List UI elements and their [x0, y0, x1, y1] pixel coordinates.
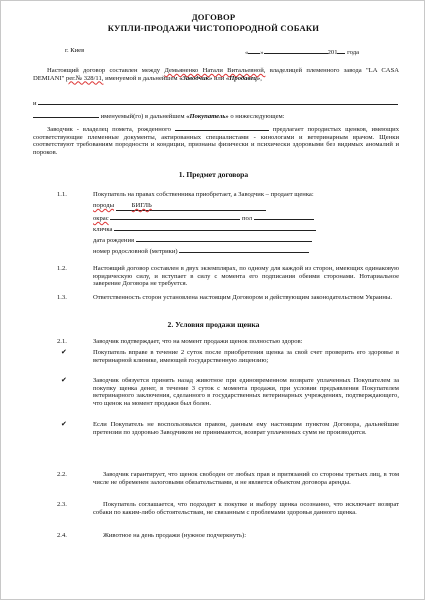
- clause-text: Ответственность сторон установлена настоящим Договором и действующим законодательством Украины.: [93, 294, 392, 301]
- registration-number: рег.№ 328/11,: [65, 74, 104, 82]
- clause-number: 1.2.: [57, 265, 67, 272]
- city: г. Киев: [65, 47, 85, 54]
- breed-value: БИГЛЬ: [131, 202, 152, 209]
- name-field: кличка: [93, 224, 316, 234]
- kennel-name: "LA CASA DEMIANI": [33, 67, 399, 82]
- bullet-text: Заводчик обязуется принять назад животное при единовременном возврате уплаченных Покупателем за покупку щенка денег, в течение 3 суток с момента продажи, при условии предъявления Покупателем ветеринарного заключения, сделанного в государственных ветеринарных учреждениях, подтверждающего, что щенок на момент продажи был болен.: [93, 377, 399, 407]
- birth-date-field: дата рождения: [93, 235, 312, 245]
- buyer-name-line: и: [33, 98, 398, 108]
- date-year-suffix: года: [347, 49, 360, 56]
- clause-number: 2.4.: [57, 532, 67, 539]
- clause-text: Покупатель соглашается, что подходит к покупке и выбору щенка осознанно, что исключает возврат собаки по каким-либо обстоятельствам, не связанным с проблемами здоровья данного щенка.: [93, 501, 399, 516]
- check-mark-icon: ✔: [61, 376, 67, 384]
- color-sex-field: окрас пол: [93, 213, 314, 223]
- bullet-text: Покупатель вправе в течение 2 суток после приобретения щенка за свой счет проверить его здоровье в ветеринарной клинике, имеющей государственную лицензию;: [93, 349, 399, 364]
- buyer-designation-line: именуемый(го) в дальнейшем «Покупатель» о нижеследующем:: [33, 111, 285, 121]
- clause-text: Заводчик гарантирует, что щенок свободен от любых прав и притязаний со стороны третьих лиц, в том числе не обременен залоговыми обязательствами, и не является объектом договора аренды.: [93, 471, 399, 486]
- bullet-text: Если Покупатель не воспользовался правом, данным ему настоящим пунктом Договора, дальнейшие претензии по здоровью Заводчиком не принимаются, возврат уплаченных сумм не производится.: [93, 421, 399, 436]
- document-title: ДОГОВОР: [191, 12, 236, 22]
- pedigree-number-field: номер родословной (метрики): [93, 246, 309, 256]
- section1-heading: 1. Предмет договора: [178, 170, 249, 179]
- clause-text: Настоящий договор составлен в двух экземплярах, по одному для каждой из сторон, имеющих одинаковую юридическую силу, и вступает в силу с момента его подписания обеими сторонами. Нотариальное заверение Договора не требуется.: [93, 265, 399, 288]
- breeder-name: Демьяненко Натали Витальевной,: [164, 67, 266, 74]
- clause-text: Животное на день продажи (нужное подчеркнуть):: [103, 532, 247, 539]
- breed-field: породы БИГЛЬ: [93, 202, 266, 211]
- clause-number: 1.3.: [57, 294, 67, 301]
- clause-number: 2.2.: [57, 471, 67, 478]
- clause-number: 2.3.: [57, 501, 67, 508]
- document-subtitle: КУПЛИ-ПРОДАЖИ ЧИСТОПОРОДНОЙ СОБАКИ: [107, 23, 320, 33]
- preamble-paragraph: Настоящий договор составлен между Демьяненко Натали Витальевной, владелицей племенного завода "LA CASA DEMIANI" рег.№ 328/11, именуемой в дальнейшем «Заводчик» или «Продавец»,: [33, 67, 399, 82]
- check-mark-icon: ✔: [61, 420, 67, 428]
- clause-text: Покупатель на правах собственника приобретает, а Заводчик – продает щенка:: [93, 191, 314, 198]
- date-quote-close: »: [260, 49, 264, 56]
- clause-number: 1.1.: [57, 191, 67, 198]
- date-line: [245, 47, 359, 57]
- litter-paragraph: Заводчик - владелец помета, рожденного предлагает породистых щенков, имеющих соответствующие племенные документы, актированных специалистами - кинологами и ветеринарным врачом. Щенки соответствуют требованиям породности и кондиции, признаны физически и психически здоровыми без видимых аномалий и пороков.: [33, 126, 399, 156]
- date-quote-open: «: [245, 49, 249, 56]
- check-mark-icon: ✔: [61, 348, 67, 356]
- date-year: 201: [327, 49, 338, 56]
- section2-heading: 2. Условия продажи щенка: [167, 320, 260, 329]
- clause-number: 2.1.: [57, 338, 67, 345]
- clause-text: Заводчик подтверждает, что на момент продажи щенок полностью здоров:: [93, 338, 303, 345]
